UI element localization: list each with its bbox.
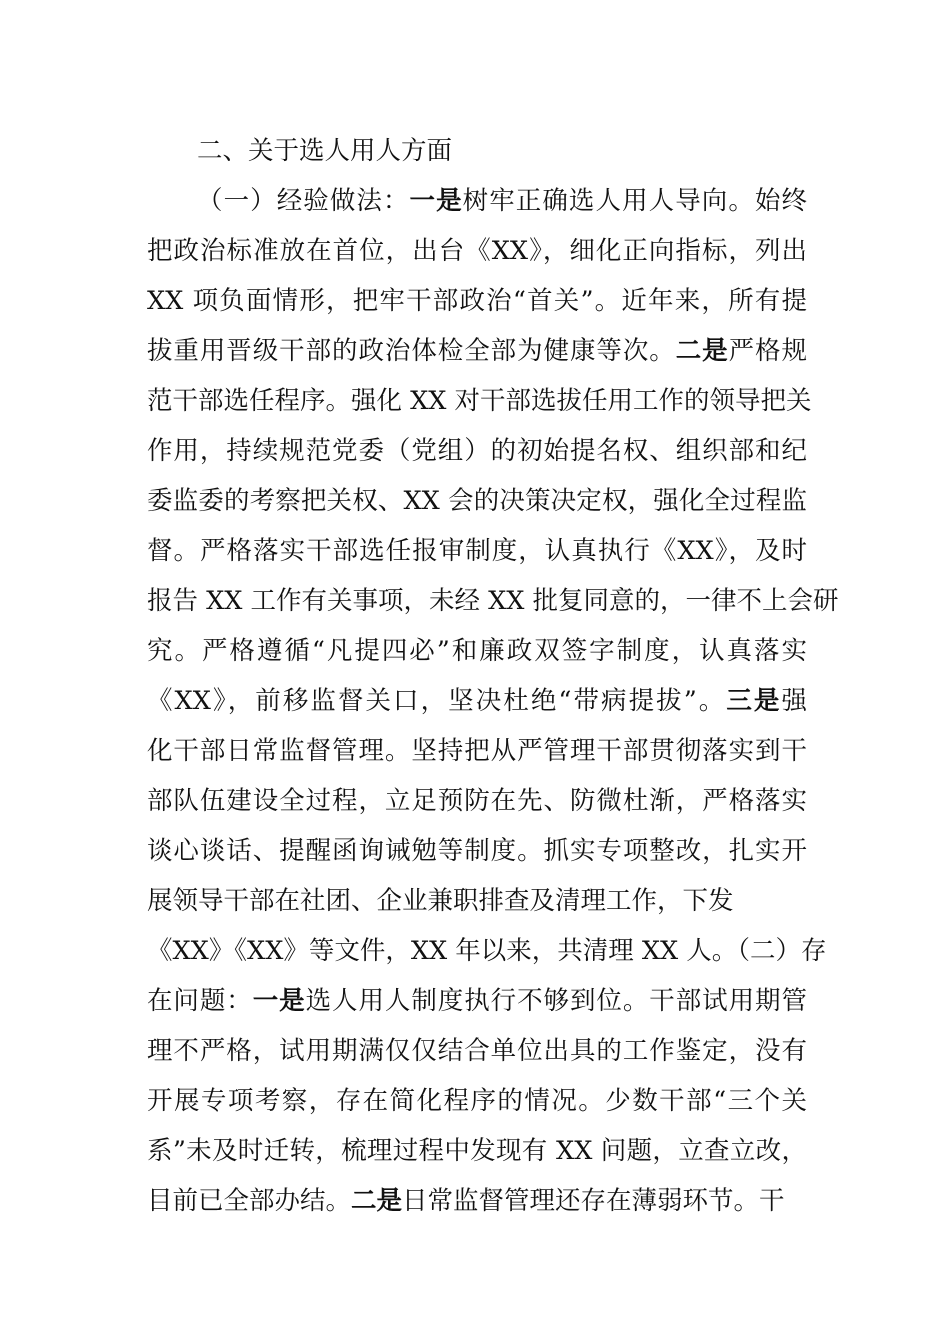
paragraph-line [147,876,807,926]
paragraph-line [147,626,807,676]
paragraph-line [147,526,807,576]
text-segment: 拔重用晋级干部的政治体检全部为健康等次。 [147,336,676,366]
text-segment: 树牢正确选人用人导向。始终 [462,186,807,216]
text-segment: 理不严格，试用期满仅仅结合单位出具的工作鉴定，没有 [147,1036,807,1066]
text-segment: 报告 XX 工作有关事项，未经 XX 批复同意的，一律不上会研 [147,586,839,616]
paragraph-line [147,1176,807,1226]
bold-lead-phrase: 二是 [675,336,729,366]
paragraph-line [147,826,807,876]
paragraph-line [147,1076,807,1126]
bold-lead-phrase: 一是 [409,186,463,216]
bold-lead-phrase: 一是 [252,986,306,1016]
text-segment: 部队伍建设全过程，立足预防在先、防微杜渐，严格落实 [147,786,807,816]
text-segment: 在问题： [147,986,253,1016]
text-segment: 究。严格遵循“凡提四必”和廉政双签字制度，认真落实 [147,636,807,666]
text-segment: 《XX》《XX》等文件，XX 年以来，共清理 XX 人。（二）存 [147,936,827,966]
text-segment: 把政治标准放在首位，出台《XX》，细化正向指标，列出 [147,236,807,266]
text-segment: 展领导干部在社团、企业兼职排查及清理工作，下发 [147,886,734,916]
paragraph-line [147,576,839,626]
bold-lead-phrase: 二是 [351,1186,403,1216]
text-segment: 日常监督管理还存在薄弱环节。干 [402,1186,785,1216]
paragraph-line [147,976,807,1026]
text-segment: 选人用人制度执行不够到位。干部试用期管 [305,986,807,1016]
text-segment: 作用，持续规范党委（党组）的初始提名权、组织部和纪 [147,436,807,466]
text-segment: 系”未及时迁转，梳理过程中发现有 XX 问题，立查立改， [147,1136,807,1166]
paragraph-line [147,476,807,526]
paragraph-line [147,376,812,426]
paragraph-line [147,1026,807,1076]
paragraph-line [147,776,807,826]
paragraph-line [147,426,807,476]
paragraph-line [197,176,807,226]
text-segment: 委监委的考察把关权、XX 会的决策决定权，强化全过程监 [147,486,807,516]
text-segment: 强 [781,686,807,716]
paragraph-line [147,276,807,326]
text-segment: 开展专项考察，存在简化程序的情况。少数干部“三个关 [147,1086,807,1116]
text-segment: 督。严格落实干部选任报审制度，认真执行《XX》，及时 [147,536,807,566]
text-segment: 严格规 [728,336,807,366]
paragraph-line [147,226,807,276]
paragraph-line [147,1126,807,1176]
text-segment: 《XX》，前移监督关口，坚决杜绝“带病提拔”。 [147,686,727,716]
text-segment: 二、关于选人用人方面 [197,136,453,166]
text-segment: XX 项负面情形，把牢干部政治“首关”。近年来，所有提 [147,286,807,316]
text-segment: 范干部选任程序。强化 XX 对干部选拔任用工作的领导把关 [147,386,812,416]
section-heading [197,126,597,176]
text-segment: 化干部日常监督管理。坚持把从严管理干部贯彻落实到干 [147,736,807,766]
text-segment: （一）经验做法： [197,186,410,216]
paragraph-line [147,676,807,726]
text-segment: 谈心谈话、提醒函询诫勉等制度。抓实专项整改，扎实开 [147,836,807,866]
paragraph-line [147,326,807,376]
text-segment: 目前已全部办结。 [147,1186,352,1216]
bold-lead-phrase: 三是 [726,686,782,716]
paragraph-line [147,926,827,976]
paragraph-line [147,726,807,776]
